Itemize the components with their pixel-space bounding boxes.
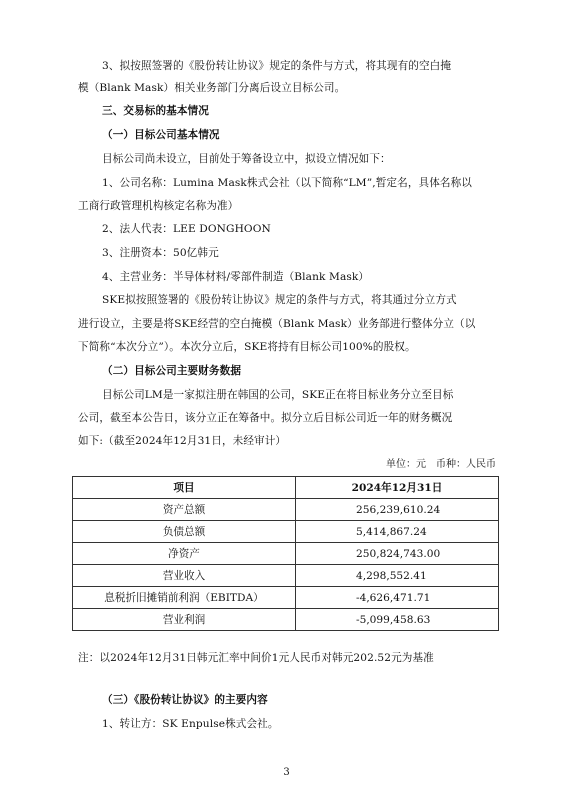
row-item-label: 营业利润 xyxy=(73,609,296,631)
unit-note: 单位：元 币种：人民币 xyxy=(386,459,496,470)
financial-paragraph-line-1: 目标公司LM是一家拟注册在韩国的公司，SKE正在将目标业务分立至目标 xyxy=(102,389,454,401)
financial-paragraph-line-3: 如下:（截至2024年12月31日，未经审计） xyxy=(78,435,287,447)
row-item-label: 资产总额 xyxy=(73,499,296,521)
ske-paragraph-line-1: SKE拟按照签署的《股份转让协议》规定的条件与方式，将其通过分立方式 xyxy=(102,294,457,306)
table-row xyxy=(73,521,499,543)
row-item-value: 250,824,743.00 xyxy=(296,543,499,565)
sub-heading-financial-data: （二）目标公司主要财务数据 xyxy=(102,365,242,377)
sub-heading-company-info: （一）目标公司基本情况 xyxy=(102,129,220,141)
item-1-line-1: 1、公司名称：Lumina Mask株式会社（以下简称“LM”,暂定名，具体名称以 xyxy=(102,177,472,189)
row-item-label: 息税折旧摊销前利润（EBITDA） xyxy=(73,587,296,609)
item-4-business: 4、主营业务：半导体材料/零部件制造（Blank Mask） xyxy=(102,271,370,283)
row-item-value: -5,099,458.63 xyxy=(296,609,499,631)
table-row xyxy=(73,543,499,565)
row-item-value: 4,298,552.41 xyxy=(296,565,499,587)
row-item-value: 256,239,610.24 xyxy=(296,499,499,521)
item-3-capital: 3、注册资本：50亿韩元 xyxy=(102,247,219,259)
row-item-value: -4,626,471.71 xyxy=(296,587,499,609)
financial-paragraph-line-2: 公司，截至本公告日，该分立正在筹备中。拟分立后目标公司近一年的财务概况 xyxy=(78,412,453,424)
header-date: 2024年12月31日 xyxy=(296,477,499,499)
row-item-value: 5,414,867.24 xyxy=(296,521,499,543)
page-number: 3 xyxy=(283,767,290,778)
item-2-legal-rep: 2、法人代表：LEE DONGHOON xyxy=(102,223,271,235)
financial-table xyxy=(72,476,499,631)
row-item-label: 营业收入 xyxy=(73,565,296,587)
row-item-label: 负债总额 xyxy=(73,521,296,543)
table-header-row xyxy=(73,477,499,499)
sub-heading-agreement: （三）《股份转让协议》的主要内容 xyxy=(102,694,268,706)
row-item-label: 净资产 xyxy=(73,543,296,565)
transferor-item: 1、转让方：SK Enpulse株式会社。 xyxy=(102,718,279,730)
exchange-rate-note: 注：以2024年12月31日韩元汇率中间价1元人民币对韩元202.52元为基准 xyxy=(78,652,434,664)
intro-text: 目标公司尚未设立，目前处于筹备设立中，拟设立情况如下： xyxy=(102,153,391,165)
table-row xyxy=(73,609,499,631)
paragraph-3-line-1: 3、拟按照签署的《股份转让协议》规定的条件与方式，将其现有的空白掩 xyxy=(102,60,452,72)
table-row xyxy=(73,587,499,609)
ske-paragraph-line-2: 进行设立，主要是将SKE经营的空白掩模（Blank Mask）业务部进行整体分立（以 xyxy=(78,318,476,330)
header-item: 项目 xyxy=(73,477,296,499)
item-1-line-2: 工商行政管理机构核定名称为准） xyxy=(78,200,239,212)
ske-paragraph-line-3: 下简称“本次分立”）。本次分立后，SKE将持有目标公司100%的股权。 xyxy=(78,341,416,353)
table-row xyxy=(73,565,499,587)
paragraph-3-line-2: 模（Blank Mask）相关业务部门分离后设立目标公司。 xyxy=(78,82,346,94)
section-heading: 三、交易标的基本情况 xyxy=(102,105,209,117)
table-row xyxy=(73,499,499,521)
